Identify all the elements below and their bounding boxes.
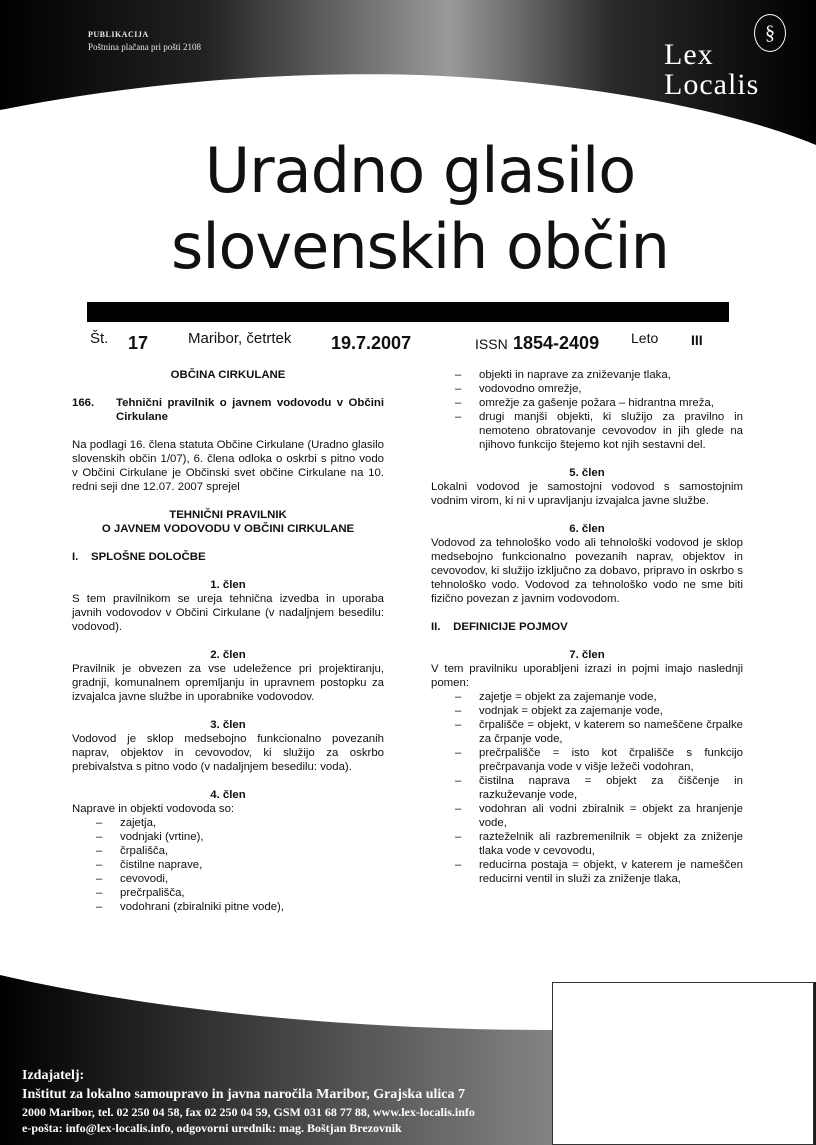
document-title: Tehnični pravilnik o javnem vodovodu v Občini Cirkulane bbox=[116, 397, 384, 423]
list-dash: – bbox=[455, 411, 462, 423]
list-item bbox=[431, 830, 743, 858]
list-item-text: drugi manjši objekti, ki služijo za pravilno in nemoteno obratovanje cevovodov in jih glede na njihovo funkcijo štejemo kot njih sestavni del. bbox=[479, 411, 743, 451]
list-item bbox=[431, 704, 743, 718]
list-dash: – bbox=[455, 719, 462, 731]
list-item-text: vodnjak = objekt za zajemanje vode, bbox=[479, 705, 663, 717]
right-column bbox=[431, 368, 743, 886]
year-number: III bbox=[691, 332, 703, 348]
list-item-text: črpališče = objekt, v katerem so nameščene črpalke za črpanje vode, bbox=[479, 719, 743, 745]
left-column bbox=[72, 368, 384, 914]
postage-note: Poštnina plačana pri pošti 2108 bbox=[88, 42, 201, 52]
address-box bbox=[552, 982, 814, 1145]
title-line-2: slovenskih občin bbox=[171, 210, 669, 283]
article-5-text: Lokalni vodovod je samostojni vodovod s samostojnim vodnim virom, ki ni v upravljanju izvajalca javne službe. bbox=[431, 481, 743, 507]
list-item bbox=[431, 718, 743, 746]
list-dash: – bbox=[96, 817, 103, 829]
list-item-text: prečrpališča, bbox=[120, 887, 185, 899]
list-item-text: objekti in naprave za zniževanje tlaka, bbox=[479, 369, 671, 381]
issn-number: 1854-2409 bbox=[513, 333, 600, 353]
list-item-text: čistilne naprave, bbox=[120, 859, 203, 871]
list-item-text: vodnjaki (vrtine), bbox=[120, 831, 204, 843]
list-dash: – bbox=[96, 845, 103, 857]
issue-place-day: Maribor, četrtek bbox=[188, 330, 292, 347]
list-item-text: omrežje za gašenje požara – hidrantna mreža, bbox=[479, 397, 714, 409]
issn-label: ISSN bbox=[475, 336, 508, 352]
article-6-text: Vodovod za tehnološko vodo ali tehnološki vodovod je sklop medsebojno funkcionalno povezanih naprav, objektov in cevovodov, ki služijo izključno za dobavo, pripravo in oskrbo s tehnološko vodo. Vodovod za tehnološko vodo ne sme biti fizično povezan z javnim vodovodom. bbox=[431, 537, 743, 605]
article-3-title: 3. člen bbox=[210, 719, 246, 731]
article-7-intro: V tem pravilniku uporabljeni izrazi in pojmi imajo naslednji pomen: bbox=[431, 663, 743, 689]
list-dash: – bbox=[455, 369, 462, 381]
list-item bbox=[431, 382, 743, 396]
article-1-title: 1. člen bbox=[210, 579, 246, 591]
issue-number-label: Št. bbox=[90, 330, 109, 347]
brand-word-1: Lex bbox=[664, 38, 714, 71]
list-item bbox=[72, 858, 384, 872]
document-heading bbox=[72, 396, 384, 424]
list-item-text: razteželnik ali razbremenilnik = objekt za zniženje tlaka vode v cevovodu, bbox=[479, 831, 743, 857]
list-dash: – bbox=[96, 901, 103, 913]
list-item-text: vodovodno omrežje, bbox=[479, 383, 582, 395]
publisher-footer bbox=[22, 1067, 475, 1136]
article-7-title: 7. člen bbox=[569, 649, 605, 661]
article-3-text: Vodovod je sklop medsebojno funkcionalno povezanih naprav, objektov in cevovodov, ki služijo za oskrbo prebivalstva s pitno vodo (v nadaljnjem besedilu: voda). bbox=[72, 733, 384, 773]
brand-logo bbox=[664, 22, 794, 101]
section-heading-2: II. DEFINICIJE POJMOV bbox=[431, 621, 568, 633]
list-item bbox=[72, 816, 384, 830]
article-7-list bbox=[431, 690, 743, 886]
list-dash: – bbox=[455, 831, 462, 843]
list-item bbox=[72, 844, 384, 858]
publication-note bbox=[88, 30, 201, 52]
publisher-name: Inštitut za lokalno samoupravo in javna naročila Maribor, Grajska ulica 7 bbox=[22, 1087, 465, 1102]
list-dash: – bbox=[455, 383, 462, 395]
masthead-title bbox=[110, 133, 730, 285]
regulation-title-2: O JAVNEM VODOVODU V OBČINI CIRKULANE bbox=[101, 523, 355, 535]
issue-number: 17 bbox=[128, 333, 149, 353]
issue-date: 19.7.2007 bbox=[331, 333, 412, 353]
regulation-title-1: TEHNIČNI PRAVILNIK bbox=[169, 509, 287, 521]
list-item bbox=[72, 900, 384, 914]
article-6-title: 6. člen bbox=[569, 523, 605, 535]
article-1-text: S tem pravilnikom se ureja tehnična izvedba in uporaba javnih vodovodov v Občini Cirkulane (v nadaljnjem besedilu: vodovod). bbox=[72, 593, 384, 633]
article-2-text: Pravilnik je obvezen za vse udeležence pri projektiranju, gradnji, komunalnem opremljanju in upravnem postopku za izvajalca javne službe in uporabnike vodovodov. bbox=[72, 663, 384, 703]
list-item-text: zajetje = objekt za zajemanje vode, bbox=[479, 691, 657, 703]
article-5-title: 5. člen bbox=[569, 467, 605, 479]
list-item bbox=[72, 886, 384, 900]
list-dash: – bbox=[455, 775, 462, 787]
list-dash: – bbox=[455, 859, 462, 871]
list-item-text: vodohrani (zbiralniki pitne vode), bbox=[120, 901, 284, 913]
article-4-list-continued bbox=[431, 368, 743, 452]
list-item bbox=[72, 872, 384, 886]
publisher-label: Izdajatelj: bbox=[22, 1068, 85, 1083]
list-item bbox=[431, 690, 743, 704]
list-dash: – bbox=[455, 705, 462, 717]
list-dash: – bbox=[96, 831, 103, 843]
title-line-1: Uradno glasilo bbox=[204, 134, 636, 207]
list-item bbox=[431, 774, 743, 802]
list-item bbox=[72, 830, 384, 844]
list-dash: – bbox=[96, 873, 103, 885]
list-item-text: cevovodi, bbox=[120, 873, 169, 885]
list-dash: – bbox=[455, 397, 462, 409]
list-item bbox=[431, 368, 743, 382]
list-dash: – bbox=[455, 691, 462, 703]
list-item-text: čistilna naprava = objekt za čiščenje in razkuževanje vode, bbox=[479, 775, 743, 801]
list-item-text: prečrpališče = isto kot črpališče s funkcijo prečrpavanja vode v višje ležeči vodohran, bbox=[479, 747, 743, 773]
list-item-text: vodohran ali vodni zbiralnik = objekt za hranjenje vode, bbox=[479, 803, 743, 829]
list-item bbox=[431, 746, 743, 774]
document-number: 166. bbox=[72, 397, 95, 409]
article-4-intro: Naprave in objekti vodovoda so: bbox=[72, 803, 235, 815]
list-dash: – bbox=[96, 887, 103, 899]
year-label: Leto bbox=[631, 330, 659, 346]
list-dash: – bbox=[455, 803, 462, 815]
list-item bbox=[431, 410, 743, 452]
article-4-list bbox=[72, 816, 384, 914]
masthead-rule bbox=[87, 302, 729, 322]
article-2-title: 2. člen bbox=[210, 649, 246, 661]
section-sign-icon: § bbox=[754, 14, 786, 52]
publication-label: PUBLIKACIJA bbox=[88, 30, 149, 39]
list-item bbox=[431, 802, 743, 830]
list-item bbox=[431, 396, 743, 410]
list-dash: – bbox=[96, 859, 103, 871]
list-item bbox=[431, 858, 743, 886]
brand-word-2: Localis bbox=[664, 68, 760, 101]
article-4-title: 4. člen bbox=[210, 789, 246, 801]
publisher-contact: 2000 Maribor, tel. 02 250 04 58, fax 02 250 04 59, GSM 031 68 77 88, www.lex-localis.info bbox=[22, 1105, 475, 1119]
section-heading-1: I. SPLOŠNE DOLOČBE bbox=[72, 551, 206, 563]
publisher-email-editor: e-pošta: info@lex-localis.info, odgovorni urednik: mag. Boštjan Brezovnik bbox=[22, 1121, 402, 1135]
preamble: Na podlagi 16. člena statuta Občine Cirkulane (Uradno glasilo slovenskih občin 1/07), 6. člena odloka o oskrbi s pitno vodo v Občini Cirkulane je Občinski svet občine Cirkulane na 10. redni seji dne 12.07. 2007 sprejel bbox=[72, 439, 384, 493]
list-dash: – bbox=[455, 747, 462, 759]
list-item-text: črpališča, bbox=[120, 845, 169, 857]
list-item-text: zajetja, bbox=[120, 817, 157, 829]
list-item-text: reducirna postaja = objekt, v katerem je nameščen reducirni ventil in služi za zniženje tlaka, bbox=[479, 859, 743, 885]
municipality-heading: OBČINA CIRKULANE bbox=[170, 369, 286, 381]
